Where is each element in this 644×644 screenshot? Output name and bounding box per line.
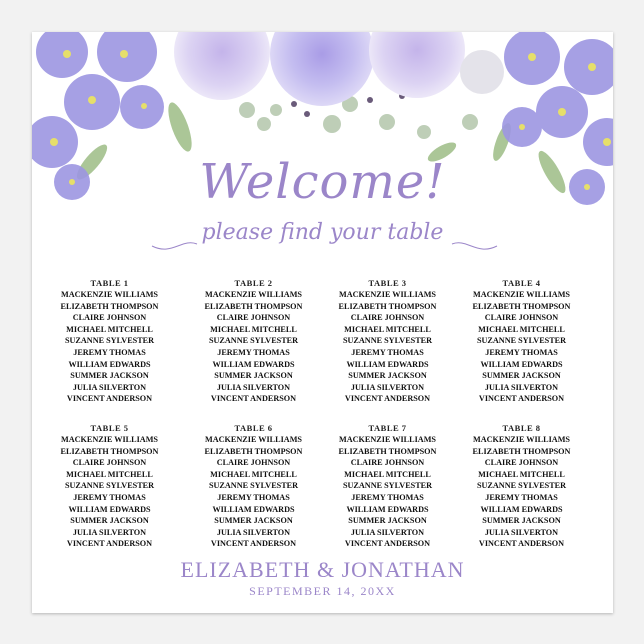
guest-name: JULIA SILVERTON bbox=[350, 382, 425, 392]
guest-name: CLAIRE JOHNSON bbox=[350, 458, 425, 468]
table-title: TABLE 6 bbox=[234, 423, 273, 433]
guest-name: CLAIRE JOHNSON bbox=[216, 458, 291, 468]
guest-name: ELIZABETH THOMPSON bbox=[338, 301, 437, 311]
table-block bbox=[186, 422, 321, 550]
guest-name: CLAIRE JOHNSON bbox=[350, 313, 425, 323]
guest-name: MACKENZIE WILLIAMS bbox=[61, 435, 158, 444]
guest-name: MACKENZIE WILLIAMS bbox=[205, 435, 302, 444]
guest-name: SUZANNE SYLVESTER bbox=[342, 481, 433, 491]
guest-name: WILLIAM EDWARDS bbox=[480, 359, 563, 369]
guest-name: JEREMY THOMAS bbox=[73, 347, 146, 357]
guest-name: MACKENZIE WILLIAMS bbox=[339, 290, 436, 299]
guest-name: MACKENZIE WILLIAMS bbox=[339, 435, 436, 444]
guest-name: MICHAEL MITCHELL bbox=[478, 324, 565, 334]
guest-name: MICHAEL MITCHELL bbox=[344, 324, 431, 334]
guest-name: SUMMER JACKSON bbox=[214, 371, 293, 381]
subtitle: please find your table bbox=[201, 220, 444, 245]
floral-header-illustration bbox=[32, 32, 613, 242]
guest-name: JULIA SILVERTON bbox=[350, 527, 425, 537]
guest-name: SUZANNE SYLVESTER bbox=[64, 481, 155, 491]
guest-name: ELIZABETH THOMPSON bbox=[204, 446, 303, 456]
guest-name: VINCENT ANDERSON bbox=[344, 539, 431, 549]
guest-name: VINCENT ANDERSON bbox=[344, 394, 431, 404]
guest-name: WILLIAM EDWARDS bbox=[346, 359, 429, 369]
guest-name: JEREMY THOMAS bbox=[485, 492, 558, 502]
guest-name: JEREMY THOMAS bbox=[351, 347, 424, 357]
guest-name: MICHAEL MITCHELL bbox=[478, 469, 565, 479]
guest-name: JULIA SILVERTON bbox=[484, 527, 559, 537]
guest-name: MACKENZIE WILLIAMS bbox=[61, 290, 158, 299]
table-block bbox=[186, 277, 321, 405]
guest-name: JEREMY THOMAS bbox=[217, 492, 290, 502]
guest-name: CLAIRE JOHNSON bbox=[216, 313, 291, 323]
guest-name: JEREMY THOMAS bbox=[351, 492, 424, 502]
couple-names: ELIZABETH & JONATHAN bbox=[180, 557, 465, 582]
guest-name: JEREMY THOMAS bbox=[217, 347, 290, 357]
table-title: TABLE 3 bbox=[368, 278, 407, 288]
guest-name: VINCENT ANDERSON bbox=[478, 394, 565, 404]
table-block bbox=[42, 277, 177, 405]
table-block bbox=[454, 422, 589, 550]
table-title: TABLE 4 bbox=[502, 278, 541, 288]
guest-name: WILLIAM EDWARDS bbox=[68, 359, 151, 369]
guest-name: SUZANNE SYLVESTER bbox=[342, 336, 433, 346]
table-title: TABLE 1 bbox=[90, 278, 129, 288]
guest-name: CLAIRE JOHNSON bbox=[72, 458, 147, 468]
guest-name: SUZANNE SYLVESTER bbox=[64, 336, 155, 346]
table-block bbox=[320, 277, 455, 405]
guest-name: SUMMER JACKSON bbox=[482, 371, 561, 381]
guest-name: JULIA SILVERTON bbox=[216, 382, 291, 392]
table-title: TABLE 2 bbox=[234, 278, 273, 288]
guest-name: MICHAEL MITCHELL bbox=[344, 469, 431, 479]
guest-name: SUMMER JACKSON bbox=[348, 516, 427, 526]
table-block bbox=[454, 277, 589, 405]
guest-name: WILLIAM EDWARDS bbox=[212, 504, 295, 514]
guest-name: CLAIRE JOHNSON bbox=[72, 313, 147, 323]
table-block bbox=[42, 422, 177, 550]
guest-name: ELIZABETH THOMPSON bbox=[338, 446, 437, 456]
table-title: TABLE 8 bbox=[502, 423, 541, 433]
guest-name: CLAIRE JOHNSON bbox=[484, 458, 559, 468]
guest-name: JULIA SILVERTON bbox=[484, 382, 559, 392]
guest-name: VINCENT ANDERSON bbox=[66, 394, 153, 404]
table-title: TABLE 7 bbox=[368, 423, 407, 433]
guest-name: JEREMY THOMAS bbox=[485, 347, 558, 357]
guest-name: WILLIAM EDWARDS bbox=[346, 504, 429, 514]
guest-name: SUMMER JACKSON bbox=[348, 371, 427, 381]
table-block bbox=[320, 422, 455, 550]
guest-name: ELIZABETH THOMPSON bbox=[204, 301, 303, 311]
guest-name: VINCENT ANDERSON bbox=[478, 539, 565, 549]
guest-name: VINCENT ANDERSON bbox=[210, 394, 297, 404]
guest-name: ELIZABETH THOMPSON bbox=[472, 301, 571, 311]
guest-name: ELIZABETH THOMPSON bbox=[60, 301, 159, 311]
guest-name: WILLIAM EDWARDS bbox=[68, 504, 151, 514]
guest-name: VINCENT ANDERSON bbox=[66, 539, 153, 549]
guest-name: SUMMER JACKSON bbox=[482, 516, 561, 526]
guest-name: SUZANNE SYLVESTER bbox=[476, 481, 567, 491]
guest-name: WILLIAM EDWARDS bbox=[212, 359, 295, 369]
guest-name: MACKENZIE WILLIAMS bbox=[205, 290, 302, 299]
guest-name: MICHAEL MITCHELL bbox=[210, 324, 297, 334]
guest-name: WILLIAM EDWARDS bbox=[480, 504, 563, 514]
guest-name: MICHAEL MITCHELL bbox=[210, 469, 297, 479]
seating-chart-poster bbox=[32, 32, 613, 613]
guest-name: MACKENZIE WILLIAMS bbox=[473, 290, 570, 299]
guest-name: SUZANNE SYLVESTER bbox=[208, 336, 299, 346]
guest-name: JEREMY THOMAS bbox=[73, 492, 146, 502]
guest-name: SUZANNE SYLVESTER bbox=[208, 481, 299, 491]
guest-name: JULIA SILVERTON bbox=[216, 527, 291, 537]
guest-name: SUZANNE SYLVESTER bbox=[476, 336, 567, 346]
guest-name: SUMMER JACKSON bbox=[214, 516, 293, 526]
welcome-heading: Welcome! bbox=[199, 154, 446, 210]
table-title: TABLE 5 bbox=[90, 423, 129, 433]
guest-name: MACKENZIE WILLIAMS bbox=[473, 435, 570, 444]
event-date: SEPTEMBER 14, 20XX bbox=[249, 584, 396, 598]
guest-name: ELIZABETH THOMPSON bbox=[60, 446, 159, 456]
guest-name: CLAIRE JOHNSON bbox=[484, 313, 559, 323]
guest-name: MICHAEL MITCHELL bbox=[66, 324, 153, 334]
guest-name: ELIZABETH THOMPSON bbox=[472, 446, 571, 456]
guest-name: MICHAEL MITCHELL bbox=[66, 469, 153, 479]
guest-name: VINCENT ANDERSON bbox=[210, 539, 297, 549]
guest-name: JULIA SILVERTON bbox=[72, 527, 147, 537]
guest-name: JULIA SILVERTON bbox=[72, 382, 147, 392]
guest-name: SUMMER JACKSON bbox=[70, 516, 149, 526]
guest-name: SUMMER JACKSON bbox=[70, 371, 149, 381]
